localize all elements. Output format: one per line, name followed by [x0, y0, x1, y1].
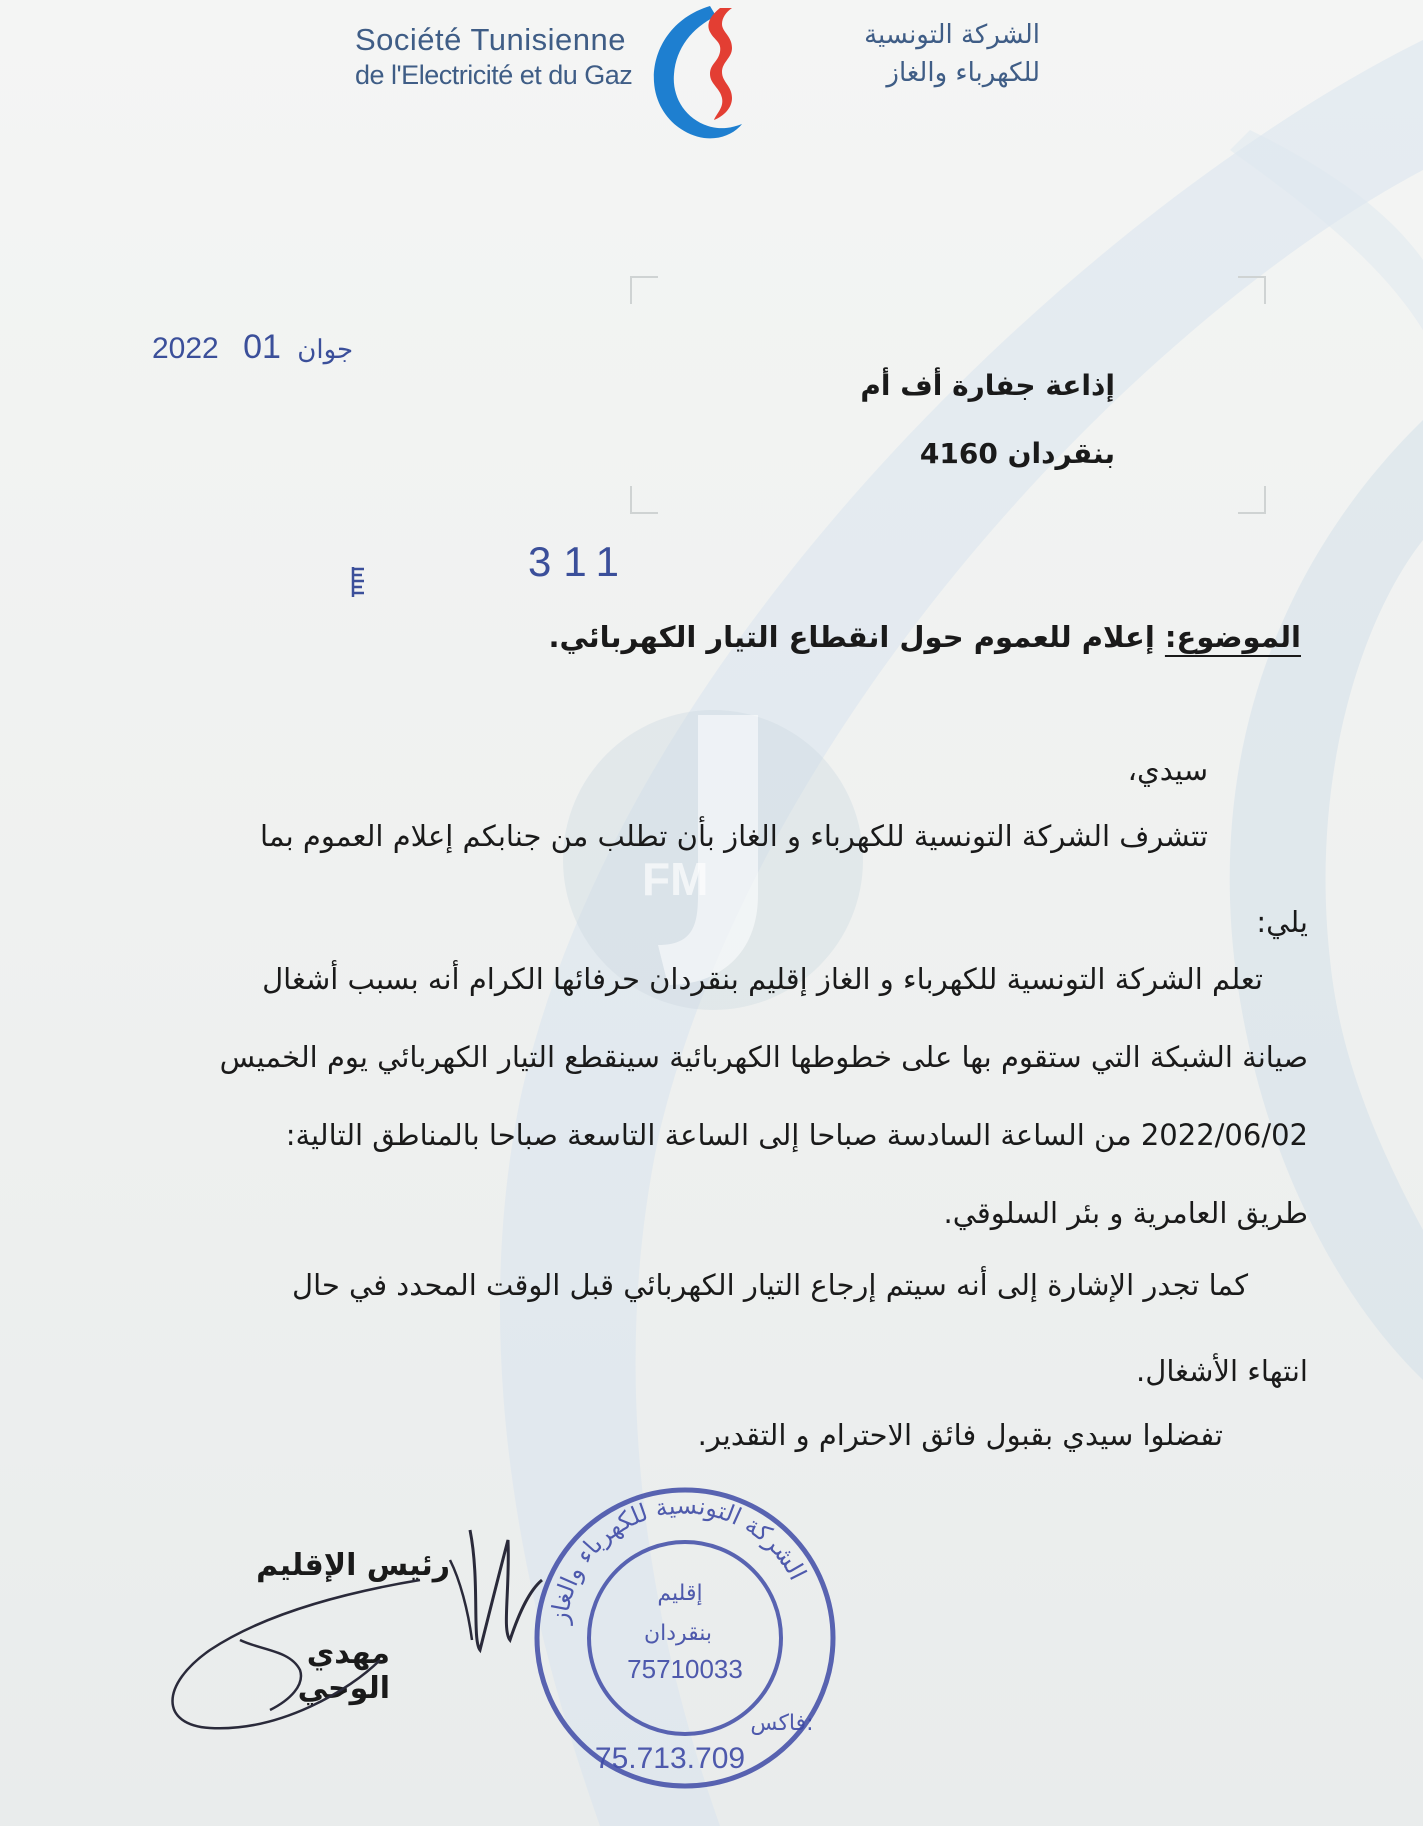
signatory-title: رئيس الإقليم — [256, 1548, 450, 1583]
body-para2-line2: صيانة الشبكة التي ستقوم بها على خطوطها الكهربائية سينقطع التيار الكهربائي يوم الخميس — [219, 1040, 1308, 1074]
address-window-corner-bl — [630, 486, 658, 514]
address-window-corner-tr — [1238, 276, 1266, 304]
company-name-fr-line2: de l'Electricité et du Gaz — [355, 60, 633, 90]
stamp-inner-line3: 75710033 — [627, 1654, 743, 1684]
body-para2-line3: 2022/06/02 من الساعة السادسة صباحا إلى الساعة التاسعة صباحا بالمناطق التالية: — [285, 1118, 1308, 1152]
reference-mark-icon — [350, 565, 368, 599]
stamp-inner-line1: إقليم — [657, 1581, 703, 1606]
subject-text: إعلام للعموم حول انقطاع التيار الكهربائي. — [548, 620, 1155, 654]
date-month: جوان — [297, 334, 354, 364]
stamp-fax-number: 75.713.709 — [594, 1742, 746, 1775]
company-name-fr-line1: Société Tunisienne — [355, 22, 626, 57]
company-name-ar-line1: الشركة التونسية — [864, 20, 1040, 50]
official-stamp — [520, 1468, 850, 1798]
letterhead-company-ar — [760, 20, 1040, 88]
recipient-address — [860, 352, 1115, 488]
body-para2-line4: طريق العامرية و بئر السلوقي. — [943, 1196, 1308, 1230]
body-para1-line2: يلي: — [1256, 905, 1308, 939]
body-para2-line1: تعلم الشركة التونسية للكهرباء و الغاز إقليم بنقردان حرفائها الكرام أنه بسبب أشغال — [262, 962, 1263, 996]
stamp-fax-label: فاكس: — [750, 1711, 814, 1736]
salutation: سيدي، — [1127, 753, 1208, 787]
watermark-fm: FM — [642, 853, 709, 905]
steg-logo-icon — [640, 0, 750, 145]
recipient-line1: إذاعة جفارة أف أم — [860, 369, 1115, 402]
date-day: 01 — [243, 328, 281, 366]
address-window-corner-br — [1238, 486, 1266, 514]
letterhead-company-fr — [355, 22, 632, 91]
date-year: 2022 — [152, 332, 219, 365]
subject-line — [548, 620, 1301, 654]
reference-mark — [350, 565, 368, 606]
handwritten-signature — [150, 1500, 570, 1750]
company-name-ar-line2: للكهرباء والغاز — [886, 58, 1040, 88]
body-para1-line1: تتشرف الشركة التونسية للكهرباء و الغاز بأن تطلب من جنابكم إعلام العموم بما — [260, 819, 1208, 853]
signatory-name: مهدي الوحي — [297, 1636, 390, 1706]
stamp-inner-line2: بنقردان — [643, 1621, 713, 1646]
body-para3-line2: انتهاء الأشغال. — [1136, 1354, 1308, 1388]
body-para3-line1: كما تجدر الإشارة إلى أنه سيتم إرجاع التيار الكهربائي قبل الوقت المحدد في حال — [292, 1268, 1248, 1302]
stamp-outer-text: الشركة التونسية للكهرباء والغاز — [545, 1491, 812, 1625]
address-window-corner-tl — [630, 276, 658, 304]
reference-number: 311 — [528, 538, 631, 585]
subject-label: الموضوع: — [1164, 620, 1301, 654]
recipient-line2: بنقردان 4160 — [919, 437, 1115, 470]
date-stamp — [152, 328, 361, 367]
closing-line: تفضلوا سيدي بقبول فائق الاحترام و التقدير. — [697, 1418, 1223, 1452]
